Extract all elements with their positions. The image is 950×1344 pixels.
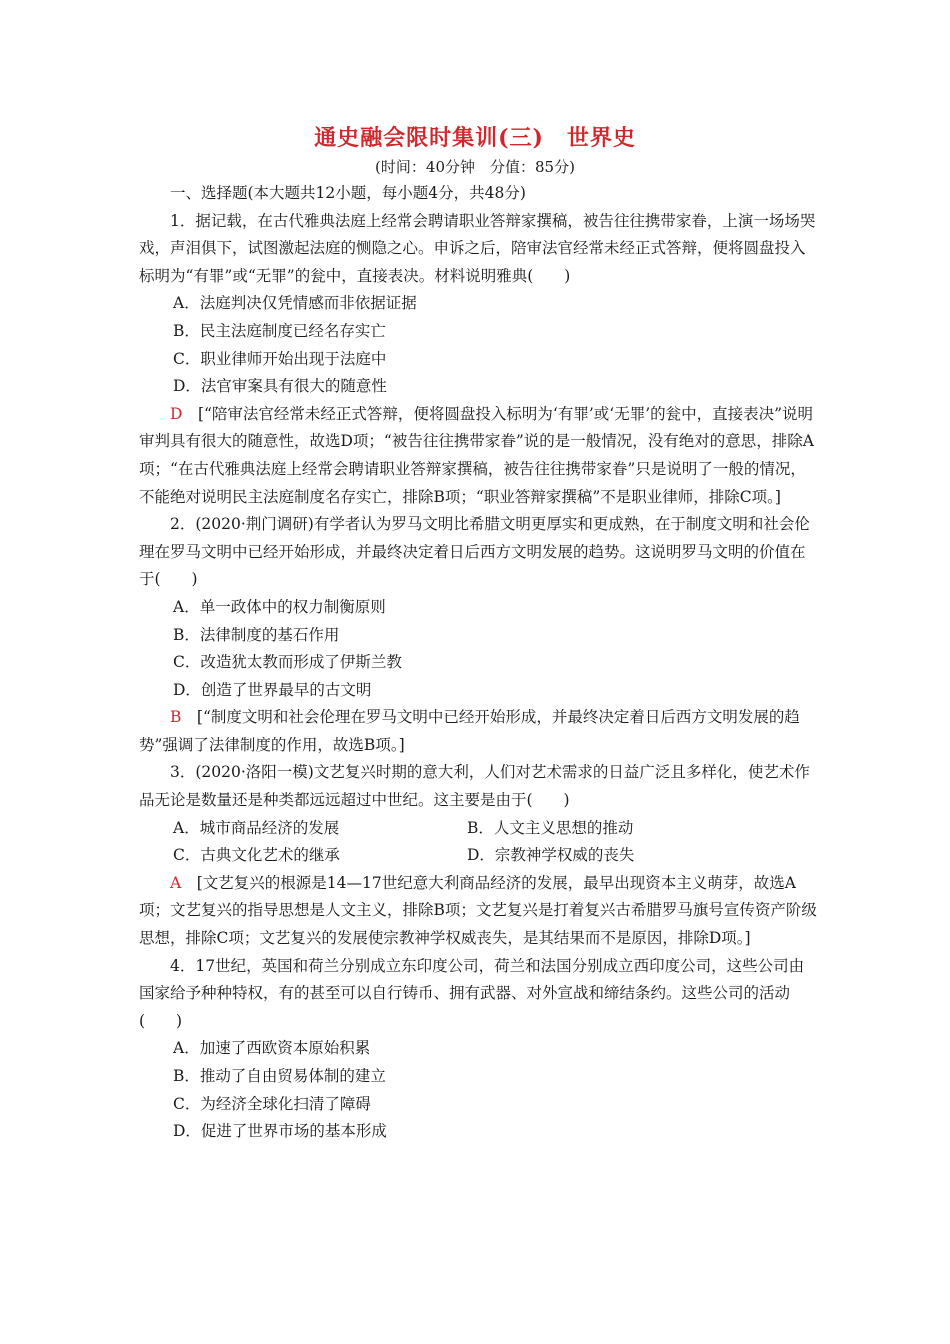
document-title: 通史融会限时集训(三) 世界史 [314,125,636,151]
answer-letter: D [170,404,183,423]
option-item: A．城市商品经济的发展 [173,818,340,837]
option-item: D．法官审案具有很大的随意性 [173,377,387,396]
option-row [139,842,817,870]
answer-letter: B [170,708,182,727]
option-item: C．古典文化艺术的继承 [173,846,340,865]
document-body [139,180,817,1146]
question-stem: 3．(2020·洛阳一模)文艺复兴时期的意大利，人们对艺术需求的日益广泛且多样化，使艺术作品无论是数量还是种类都远远超过中世纪。这主要是由于( ) [139,763,810,810]
option-item: B．人文主义思想的推动 [467,818,634,837]
option-item: D．创造了世界最早的古文明 [173,680,372,699]
option-item: D．宗教神学权威的丧失 [467,846,635,865]
time-score-info: (时间：40分钟 分值：85分) [375,158,575,176]
option-item: A．单一政体中的权力制衡原则 [173,597,386,616]
answer-explanation [139,704,817,759]
option-item: C．改造犹太教而形成了伊斯兰教 [173,653,402,672]
explanation-text: [“陪审法官经常未经正式答辩，便将圆盘投入标明为‘有罪’或‘无罪’的瓮中，直接表决”说明审判具有很大的随意性，故选D项；“被告往往携带家眷”说的是一般情况，没有绝对的意思，排除A项；“在古代雅典法庭上经常会聘请职业答辩家撰稿，被告往往携带家眷”只是说明了一般的情况，不能绝对说明民主法庭制度名存实亡，排除B项；“职业答辩家撰稿”不是职业律师，排除C项。] [139,404,814,506]
option-item: B．推动了自由贸易体制的建立 [173,1067,386,1085]
option-row [139,815,817,843]
question-stem: 1．据记载，在古代雅典法庭上经常会聘请职业答辩家撰稿，被告往往携带家眷，上演一场场哭戏，声泪俱下，试图激起法庭的恻隐之心。申诉之后，陪审法官经常未经正式答辩，便将圆盘投入标明为“有罪”或“无罪”的瓮中，直接表决。材料说明雅典( ) [139,211,816,285]
option-item: A．法庭判决仅凭情感而非依据证据 [173,294,417,313]
option-item: C．为经济全球化扫清了障碍 [173,1094,371,1113]
answer-explanation [139,401,817,511]
explanation-text: [“制度文明和社会伦理在罗马文明中已经开始形成，并最终决定着日后西方文明发展的趋势”强调了法律制度的作用，故选B项。] [139,708,800,754]
answer-explanation [139,870,817,953]
option-item: C．职业律师开始出现于法庭中 [173,349,387,368]
option-item: A．加速了西欧资本原始积累 [173,1039,371,1058]
explanation-text: [文艺复兴的根源是14—17世纪意大利商品经济的发展，最早出现资本主义萌芽，故选A项；文艺复兴的指导思想是人文主义，排除B项；文艺复兴是打着复兴古希腊罗马旗号宣传资产阶级思想，排除C项；文艺复兴的发展使宗教神学权威丧失，是其结果而不是原因，排除D项。] [139,873,817,948]
option-item: B．法律制度的基石作用 [173,625,340,644]
option-item: B．民主法庭制度已经名存实亡 [173,321,386,340]
answer-letter: A [170,873,182,892]
section-heading: 一、选择题(本大题共12小题，每小题4分，共48分) [170,184,526,202]
question-stem: 2．(2020·荆门调研)有学者认为罗马文明比希腊文明更厚实和更成熟，在于制度文明和社会伦理在罗马文明中已经开始形成，并最终决定着日后西方文明发展的趋势。这说明罗马文明的价值在于( ) [139,515,810,589]
question-stem: 4．17世纪，英国和荷兰分别成立东印度公司，荷兰和法国分别成立西印度公司，这些公司由国家给予种种特权，有的甚至可以自行铸币、拥有武器、对外宣战和缔结条约。这些公司的活动( ) [139,956,805,1030]
option-item: D．促进了世界市场的基本形成 [173,1122,387,1141]
